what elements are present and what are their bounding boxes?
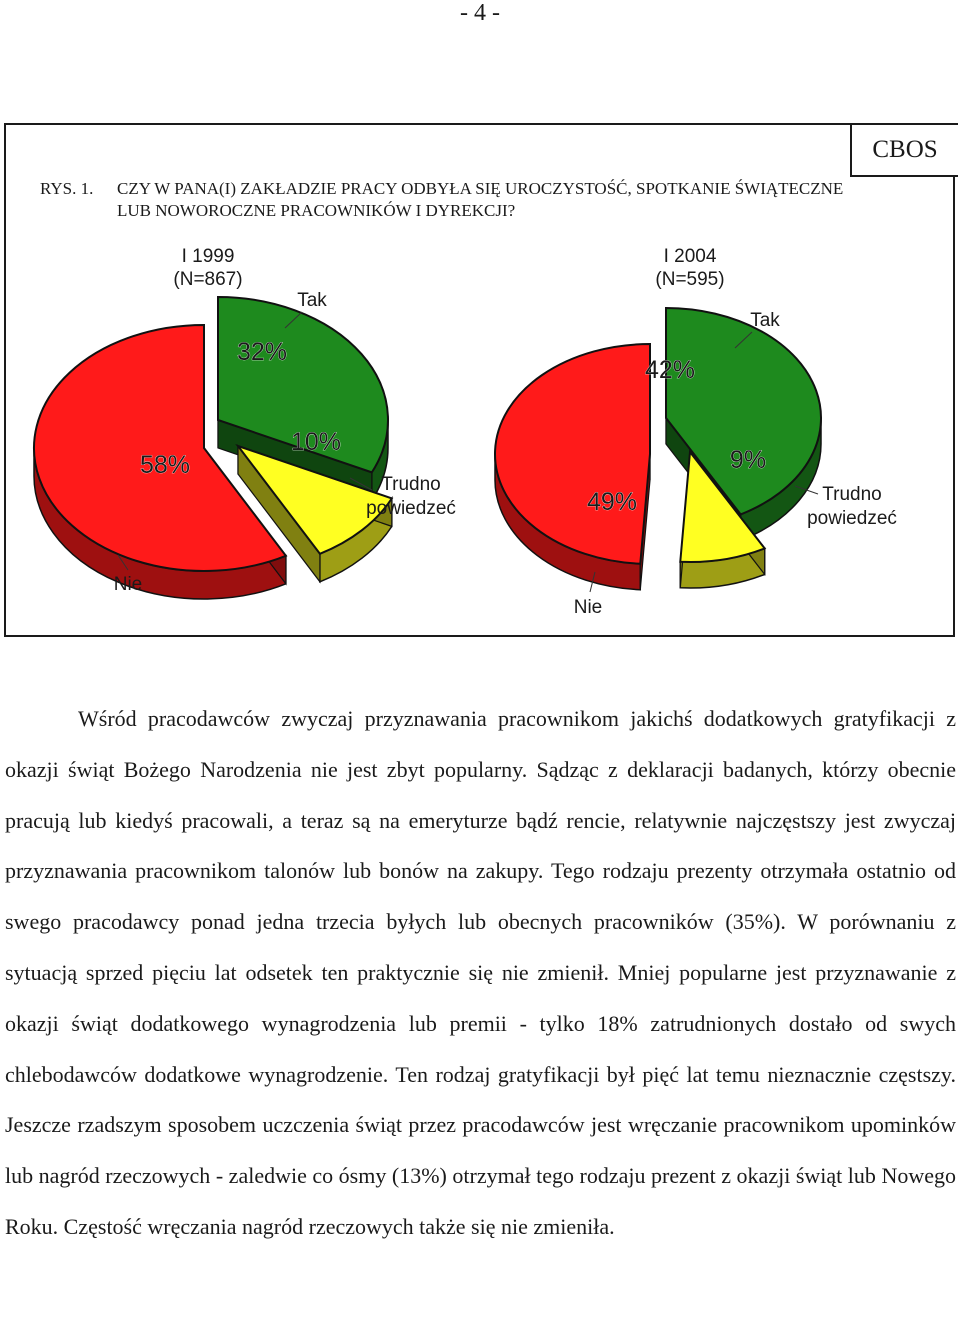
pie-category-label: powiedzeć <box>807 508 897 529</box>
pie-category-label: Trudno <box>822 484 882 505</box>
pie-category-label: Trudno <box>381 474 441 495</box>
pie-category-label: Nie <box>573 597 603 618</box>
chart-title: I 2004 <box>663 246 717 267</box>
page-number: - 4 - <box>460 0 500 26</box>
pie-category-label: Nie <box>113 574 143 595</box>
chart-subtitle: (N=595) <box>655 269 725 290</box>
figure-title: CZY W PANA(I) ZAKŁADZIE PRACY ODBYŁA SIĘ UROCZYSTOŚĆ, SPOTKANIE ŚWIĄTECZNE LUB NOWOROCZNE PRACOWNIKÓW I DYREKCJI? <box>117 179 844 220</box>
pie-value-label: 32% <box>236 338 288 366</box>
pie-category-label: powiedzeć <box>366 498 456 519</box>
pie-value-label: 42% <box>644 356 696 384</box>
pie-category-label: Tak <box>297 290 327 311</box>
pie-charts <box>0 0 960 640</box>
pie-value-label: 58% <box>139 451 191 479</box>
pie-value-label: 10% <box>290 428 342 456</box>
pie-value-label: 49% <box>586 488 638 516</box>
pie-value-label: 9% <box>729 446 767 474</box>
chart-title: I 1999 <box>181 246 235 267</box>
body-paragraph: Wśród pracodawców zwyczaj przyznawania pracownikom jakichś dodatkowych gratyfikacji z okazji świąt Bożego Narodzenia nie jest zbyt popularny. Sądząc z deklaracji badanych, którzy obecnie pracują lub kiedyś pracowali, a teraz są na emeryturze bądź rencie, relatywnie najczęstszy jest zwyczaj przyznawania pracownikom talonów lub bonów na zakupy. Tego rodzaju prezenty otrzymała ostatnio od swego pracodawcy ponad jedna trzecia byłych lub obecnych pracowników (35%). W porównaniu z sytuacją sprzed pięciu lat odsetek ten praktycznie się nie zmienił. Mniej popularne jest przyznawanie z okazji świąt dodatkowego wynagrodzenia lub premii - tylko 18% zatrudnionych dostało od swych chlebodawców dodatkowe wynagrodzenie. Ten rodzaj gratyfikacji był pięć lat temu nieznacznie częstszy. Jeszcze rzadszym sposobem uczczenia świąt przez pracodawców jest wręczanie pracownikom upominków lub nagród rzeczowych - zaledwie co ósmy (13%) otrzymał tego rodzaju prezent z okazji świąt lub Nowego Roku. Częstość wręczania nagród rzeczowych także się nie zmieniła. <box>5 706 956 1239</box>
source-badge: CBOS <box>850 123 958 177</box>
chart-subtitle: (N=867) <box>173 269 243 290</box>
figure-label: RYS. 1. <box>40 179 94 198</box>
pie-category-label: Tak <box>750 310 780 331</box>
